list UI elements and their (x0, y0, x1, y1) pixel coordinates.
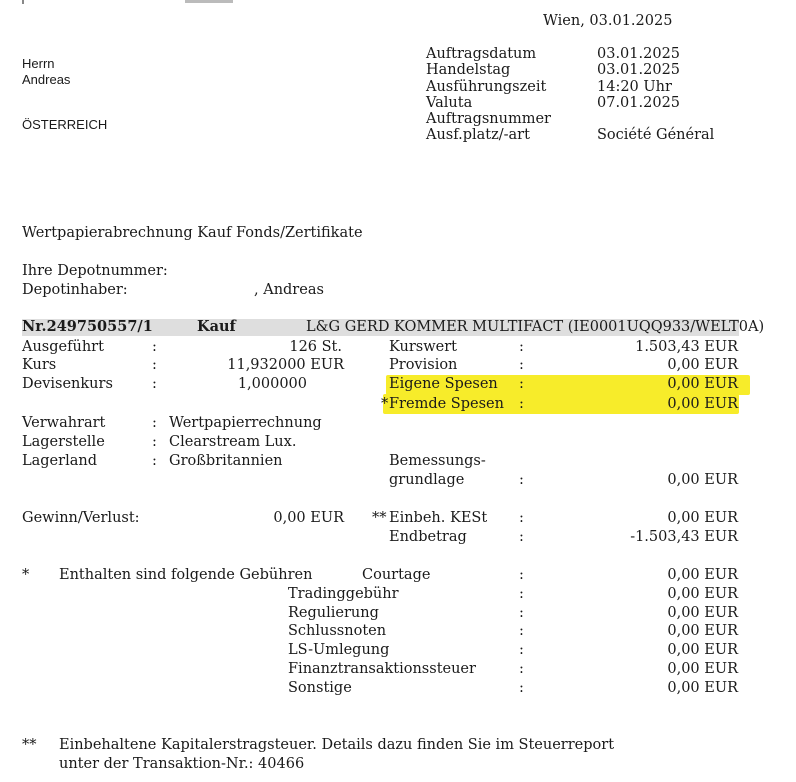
fee-value: 0,00 EUR (667, 567, 738, 583)
fee-value: 0,00 EUR (667, 661, 738, 677)
fee-label: Schlussnoten (288, 623, 387, 639)
order-info-value: 03.01.2025 (597, 46, 681, 62)
fees-marker: * (22, 567, 30, 583)
custody-label: Lagerstelle (22, 434, 105, 450)
order-number: Nr.249750557/1 (22, 318, 153, 335)
order-info-value: Société Général (597, 127, 715, 143)
security-name: L&G GERD KOMMER MULTIFACT (IE0001UQQ933/WELT0A) (306, 319, 765, 335)
footnote-marker: * (381, 396, 389, 412)
detail-value: 11,932000 EUR (227, 357, 344, 373)
assessment-label: grundlage (389, 472, 465, 488)
detail-sep: : (152, 357, 157, 373)
kest-label: Einbeh. KESt (389, 510, 488, 526)
order-info-label: Handelstag (426, 62, 511, 78)
order-info-label: Auftragsnummer (426, 111, 551, 127)
order-info-label: Ausführungszeit (426, 79, 547, 95)
amount-sep: : (519, 357, 524, 373)
fee-value: 0,00 EUR (667, 605, 738, 621)
kest-sep: : (519, 510, 524, 526)
order-type: Kauf (197, 318, 236, 335)
amount-value: 0,00 EUR (667, 376, 738, 392)
custody-label: Lagerland (22, 453, 97, 469)
fee-sep: : (519, 586, 524, 602)
detail-value: 1,000000 (237, 376, 307, 392)
fee-sep: : (519, 680, 524, 696)
gain-loss-label: Gewinn/Verlust: (22, 510, 140, 526)
amount-sep: : (519, 396, 524, 412)
custody-sep: : (152, 434, 157, 450)
custody-value: Clearstream Lux. (169, 434, 297, 450)
amount-label: Kurswert (389, 339, 457, 355)
fee-label: Regulierung (288, 605, 379, 621)
amount-label: Eigene Spesen (389, 376, 498, 392)
amount-value: 1.503,43 EUR (635, 339, 738, 355)
footnote-line: Einbehaltene Kapitalerstragsteuer. Details dazu finden Sie im Steuerreport (59, 737, 615, 753)
top-edge-mark (22, 0, 24, 4)
fee-value: 0,00 EUR (667, 680, 738, 696)
amount-label: Fremde Spesen (389, 396, 504, 412)
end-amount-label: Endbetrag (389, 529, 467, 545)
order-info-value: 14:20 Uhr (597, 79, 672, 95)
footnote-line: unter der Transaktion-Nr.: 40466 (59, 756, 305, 772)
detail-label: Devisenkurs (22, 376, 113, 392)
place-date: Wien, 03.01.2025 (543, 13, 673, 29)
fee-label: Courtage (362, 567, 431, 583)
fee-label: LS-Umlegung (288, 642, 390, 658)
assessment-label: Bemessungs- (389, 453, 486, 469)
fee-sep: : (519, 605, 524, 621)
custody-label: Verwahrart (22, 415, 106, 431)
fee-sep: : (519, 661, 524, 677)
fee-value: 0,00 EUR (667, 586, 738, 602)
fee-label: Finanztransaktionssteuer (288, 661, 476, 677)
detail-label: Kurs (22, 357, 57, 373)
top-edge-mark (185, 0, 233, 3)
custody-sep: : (152, 415, 157, 431)
amount-label: Provision (389, 357, 458, 373)
amount-sep: : (519, 376, 524, 392)
detail-sep: : (152, 376, 157, 392)
order-info-label: Valuta (426, 95, 473, 111)
recipient-salutation: Herrn (22, 56, 55, 71)
end-amount-value: -1.503,43 EUR (630, 529, 738, 545)
footnote-marker: ** (22, 737, 37, 753)
amount-sep: : (519, 339, 524, 355)
assessment-sep: : (519, 472, 524, 488)
recipient-name: Andreas (22, 72, 71, 87)
fee-value: 0,00 EUR (667, 623, 738, 639)
fee-sep: : (519, 642, 524, 658)
fee-label: Sonstige (288, 680, 352, 696)
custody-sep: : (152, 453, 157, 469)
depot-holder-value: , Andreas (254, 282, 324, 298)
kest-value: 0,00 EUR (667, 510, 738, 526)
end-amount-sep: : (519, 529, 524, 545)
fee-sep: : (519, 567, 524, 583)
order-info-label: Ausf.platz/-art (426, 127, 530, 143)
detail-value: 126 St. (289, 339, 342, 355)
detail-label: Ausgeführt (22, 339, 104, 355)
custody-value: Wertpapierrechnung (169, 415, 322, 431)
kest-marker: ** (372, 510, 387, 526)
document-title: Wertpapierabrechnung Kauf Fonds/Zertifikate (22, 225, 363, 241)
fees-intro: Enthalten sind folgende Gebühren (59, 567, 313, 583)
fee-value: 0,00 EUR (667, 642, 738, 658)
amount-value: 0,00 EUR (667, 357, 738, 373)
detail-sep: : (152, 339, 157, 355)
recipient-country: ÖSTERREICH (22, 117, 108, 132)
gain-loss-value: 0,00 EUR (273, 510, 344, 526)
assessment-value: 0,00 EUR (667, 472, 738, 488)
depot-holder-label: Depotinhaber: (22, 282, 128, 298)
depot-number-label: Ihre Depotnummer: (22, 263, 168, 279)
order-info-value: 03.01.2025 (597, 62, 681, 78)
custody-value: Großbritannien (169, 453, 283, 469)
amount-value: 0,00 EUR (667, 396, 738, 412)
fee-sep: : (519, 623, 524, 639)
fee-label: Tradinggebühr (288, 586, 399, 602)
order-info-label: Auftragsdatum (426, 46, 537, 62)
order-info-value: 07.01.2025 (597, 95, 681, 111)
